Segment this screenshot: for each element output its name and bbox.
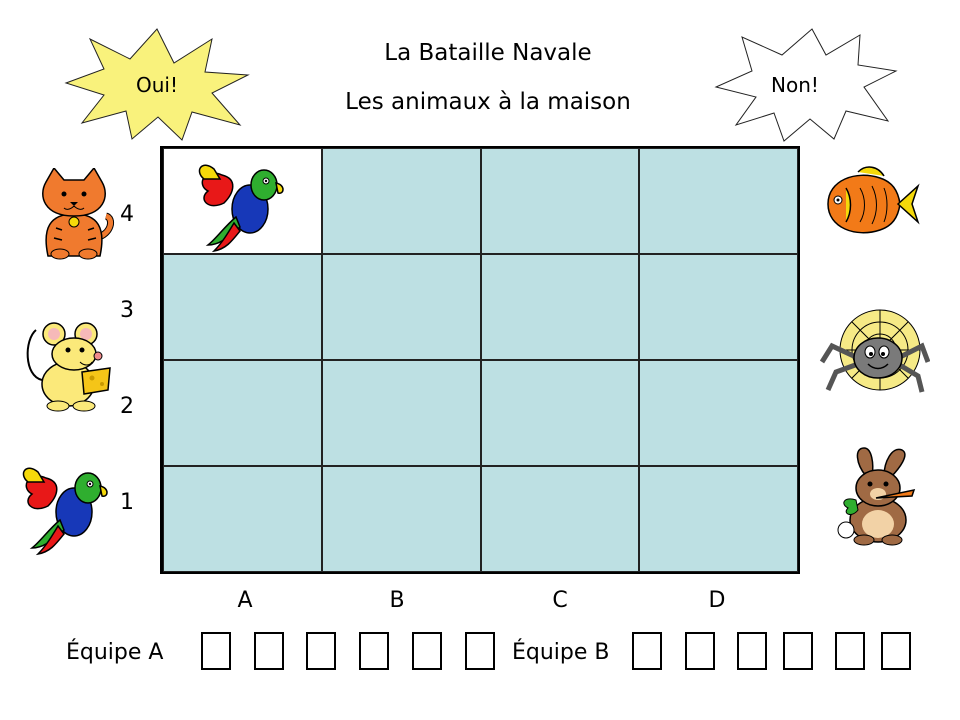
cat-icon: [32, 168, 118, 260]
cell-a2[interactable]: [163, 360, 322, 466]
game-grid: [160, 146, 800, 574]
team-b-score-box-6[interactable]: [881, 632, 911, 670]
team-b-score-box-5[interactable]: [835, 632, 865, 670]
fish-icon: [822, 164, 922, 244]
mouse-icon: [22, 320, 114, 412]
cell-c2[interactable]: [481, 360, 640, 466]
page-title: La Bataille Navale: [384, 40, 592, 66]
spider-button[interactable]: [818, 306, 930, 398]
team-a-score-box-5[interactable]: [412, 632, 442, 670]
cell-b1[interactable]: [322, 466, 481, 572]
team-b-score-box-3[interactable]: [737, 632, 767, 670]
cell-a1[interactable]: [163, 466, 322, 572]
cell-b4[interactable]: [322, 148, 481, 254]
cell-c4[interactable]: [481, 148, 640, 254]
spider-icon: [818, 306, 930, 398]
yes-label: Oui!: [136, 73, 178, 97]
team-a-label: Équipe A: [66, 640, 164, 665]
row-label-3: 3: [120, 298, 134, 323]
team-b-score-box-2[interactable]: [685, 632, 715, 670]
col-label-a: A: [237, 588, 253, 613]
col-label-d: D: [708, 588, 726, 613]
parrot-icon: [194, 157, 294, 253]
team-b-score-box-1[interactable]: [632, 632, 662, 670]
team-a-score-box-2[interactable]: [254, 632, 284, 670]
cell-c1[interactable]: [481, 466, 640, 572]
fish-button[interactable]: [822, 164, 922, 244]
team-b-score-box-4[interactable]: [783, 632, 813, 670]
team-a-score-box-4[interactable]: [359, 632, 389, 670]
cell-d1[interactable]: [639, 466, 798, 572]
team-b-label: Équipe B: [512, 640, 610, 665]
rabbit-icon: [836, 446, 920, 546]
parrot-icon: [18, 460, 118, 556]
col-label-c: C: [552, 588, 568, 613]
row-label-2: 2: [120, 394, 134, 419]
cell-d3[interactable]: [639, 254, 798, 360]
cell-d2[interactable]: [639, 360, 798, 466]
team-a-score-box-3[interactable]: [306, 632, 336, 670]
cell-b2[interactable]: [322, 360, 481, 466]
cell-c3[interactable]: [481, 254, 640, 360]
row-label-4: 4: [120, 202, 134, 227]
mouse-button[interactable]: [22, 320, 114, 412]
cell-a3[interactable]: [163, 254, 322, 360]
non-burst-button[interactable]: [712, 25, 902, 143]
cell-b3[interactable]: [322, 254, 481, 360]
no-label: Non!: [771, 73, 819, 97]
oui-burst-button[interactable]: [62, 25, 252, 143]
cat-button[interactable]: [32, 168, 118, 260]
col-label-b: B: [389, 588, 405, 613]
team-a-score-box-6[interactable]: [465, 632, 495, 670]
cell-a4[interactable]: [163, 148, 322, 254]
team-a-score-box-1[interactable]: [201, 632, 231, 670]
cell-d4[interactable]: [639, 148, 798, 254]
parrot-button[interactable]: [18, 460, 118, 556]
row-label-1: 1: [120, 490, 134, 515]
rabbit-button[interactable]: [836, 446, 920, 546]
page-subtitle: Les animaux à la maison: [345, 89, 631, 115]
